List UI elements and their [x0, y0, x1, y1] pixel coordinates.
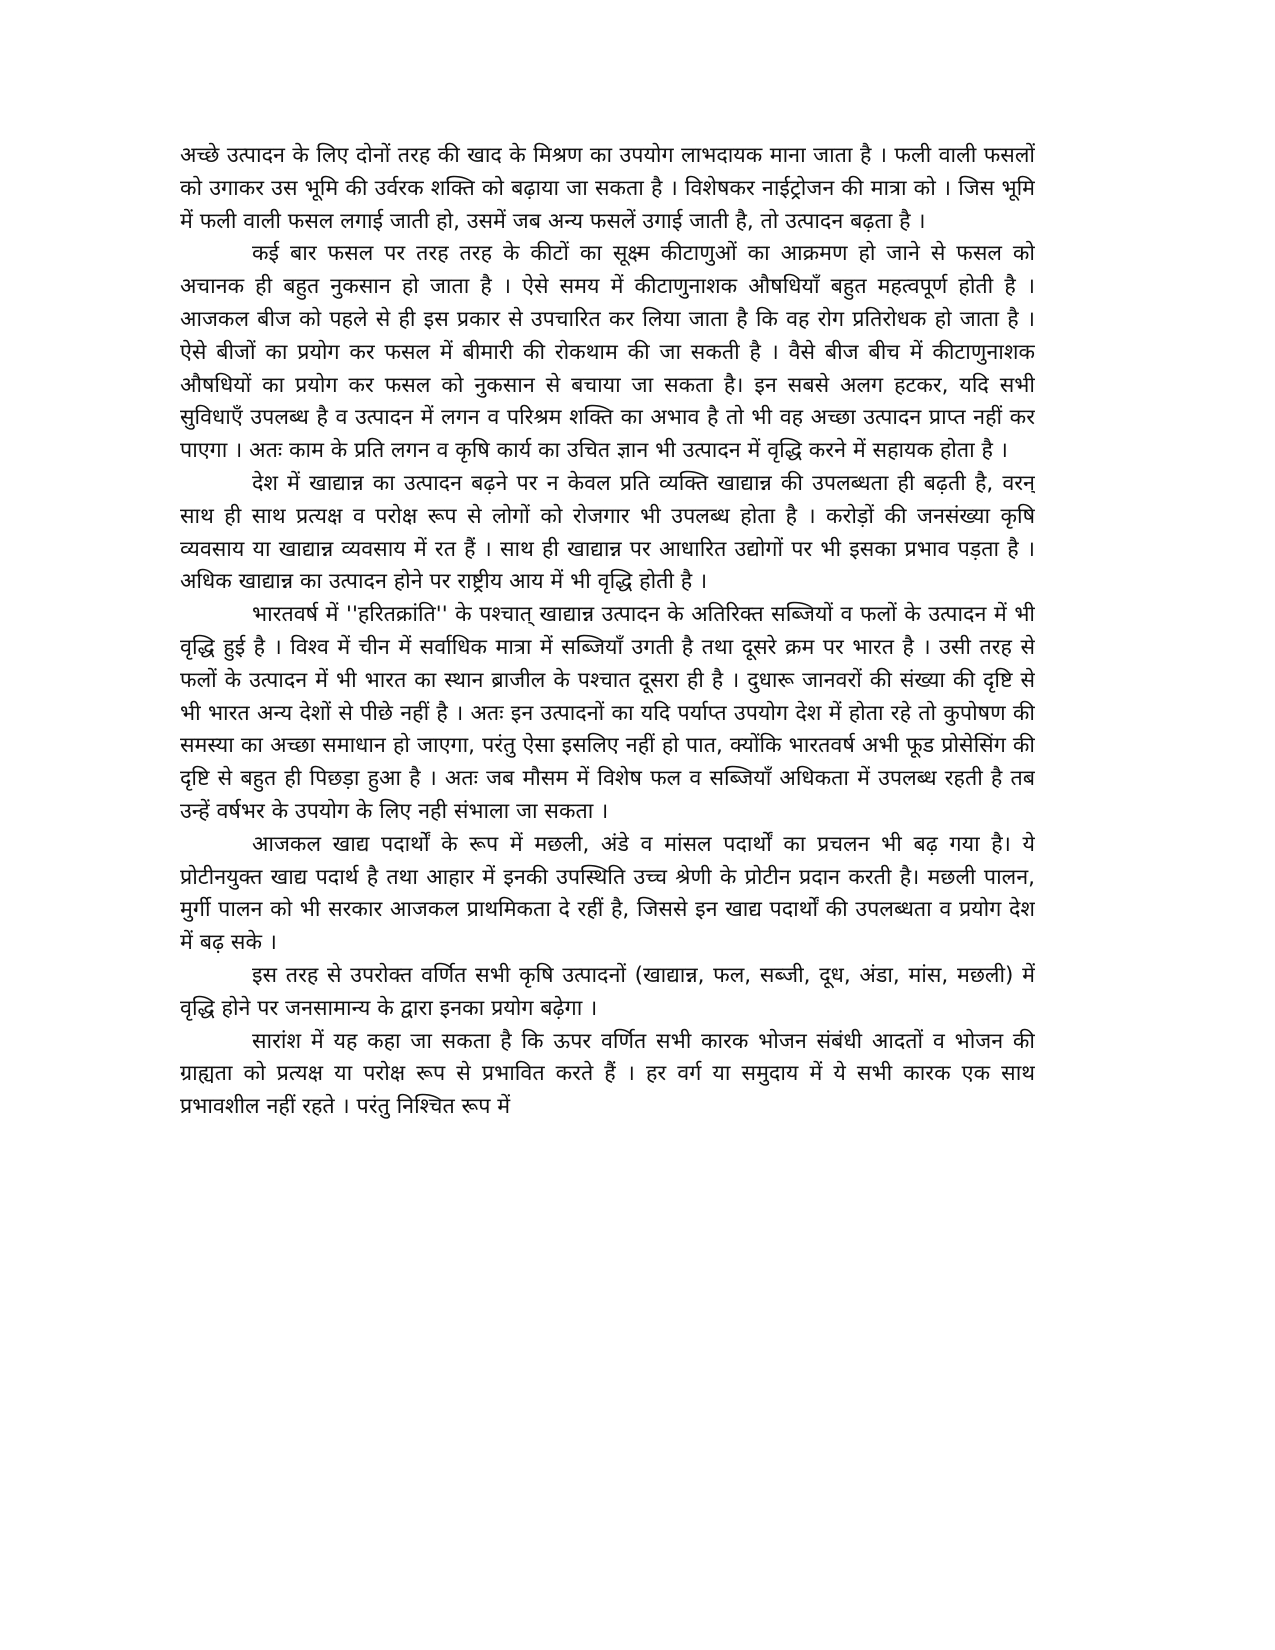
- paragraph-6: इस तरह से उपरोक्त वर्णित सभी कृषि उत्पादनों (खाद्यान्न, फल, सब्जी, दूध, अंडा, मांस, मछली) में वृद्धि होने पर जनसामान्य के द्वारा इनका प्रयोग बढ़ेगा ।: [180, 962, 1035, 1021]
- paragraph-7: सारांश में यह कहा जा सकता है कि ऊपर वर्णित सभी कारक भोजन संबंधी आदतों व भोजन की ग्राह्यता को प्रत्यक्ष या परोक्ष रूप से प्रभावित करते हैं । हर वर्ग या समुदाय में ये सभी कारक एक साथ प्रभावशील नहीं रहते । परंतु निश्चित रूप में: [180, 1028, 1035, 1120]
- paragraph-3: देश में खाद्यान्न का उत्पादन बढ़ने पर न केवल प्रति व्यक्ति खाद्यान्न की उपलब्धता ही बढ़ती है, वरन् साथ ही साथ प्रत्यक्ष व परोक्ष रूप से लोगों को रोजगार भी उपलब्ध होता है । करोड़ों की जनसंख्या कृषि व्यवसाय या खाद्यान्न व्यवसाय में रत हैं । साथ ही खाद्यान्न पर आधारित उद्योगों पर भी इसका प्रभाव पड़ता है । अधिक खाद्यान्न का उत्पादन होने पर राष्ट्रीय आय में भी वृद्धि होती है ।: [180, 470, 1035, 595]
- paragraph-4: भारतवर्ष में ''हरितक्रांति'' के पश्चात् खाद्यान्न उत्पादन के अतिरिक्त सब्जियों व फलों के उत्पादन में भी वृद्धि हुई है । विश्व में चीन में सर्वाधिक मात्रा में सब्जियाँ उगती है तथा दूसरे क्रम पर भारत है । उसी तरह से फलों के उत्पादन में भी भारत का स्थान ब्राजील के पश्चात दूसरा ही है । दुधारू जानवरों की संख्या की दृष्टि से भी भारत अन्य देशों से पीछे नहीं है । अतः इन उत्पादनों का यदि पर्याप्त उपयोग देश में होता रहे तो कुपोषण की समस्या का अच्छा समाधान हो जाएगा, परंतु ऐसा इसलिए नहीं हो पात, क्योंकि भारतवर्ष अभी फूड प्रोसेसिंग की दृष्टि से बहुत ही पिछड़ा हुआ है । अतः जब मौसम में विशेष फल व सब्जियाँ अधिकता में उपलब्ध रहती है तब उन्हें वर्षभर के उपयोग के लिए नही संभाला जा सकता ।: [180, 602, 1035, 824]
- document-page: [180, 140, 1035, 1520]
- paragraph-5: आजकल खाद्य पदार्थों के रूप में मछली, अंडे व मांसल पदार्थों का प्रचलन भी बढ़ गया है। ये प्रोटीनयुक्त खाद्य पदार्थ है तथा आहार में इनकी उपस्थिति उच्च श्रेणी के प्रोटीन प्रदान करती है। मछली पालन, मुर्गी पालन को भी सरकार आजकल प्राथमिकता दे रहीं है, जिससे इन खाद्य पदार्थों की उपलब्धता व प्रयोग देश में बढ़ सके ।: [180, 831, 1035, 956]
- paragraph-1: अच्छे उत्पादन के लिए दोनों तरह की खाद के मिश्रण का उपयोग लाभदायक माना जाता है । फली वाली फसलों को उगाकर उस भूमि की उर्वरक शक्ति को बढ़ाया जा सकता है । विशेषकर नाईट्रोजन की मात्रा को । जिस भूमि में फली वाली फसल लगाई जाती हो, उसमें जब अन्य फसलें उगाई जाती है, तो उत्पादन बढ़ता है ।: [180, 143, 1035, 234]
- paragraph-2: कई बार फसल पर तरह तरह के कीटों का सूक्ष्म कीटाणुओं का आक्रमण हो जाने से फसल को अचानक ही बहुत नुकसान हो जाता है । ऐसे समय में कीटाणुनाशक औषधियाँ बहुत महत्वपूर्ण होती है । आजकल बीज को पहले से ही इस प्रकार से उपचारित कर लिया जाता है कि वह रोग प्रतिरोधक हो जाता है । ऐसे बीजों का प्रयोग कर फसल में बीमारी की रोकथाम की जा सकती है । वैसे बीज बीच में कीटाणुनाशक औषधियों का प्रयोग कर फसल को नुकसान से बचाया जा सकता है। इन सबसे अलग हटकर, यदि सभी सुविधाएँ उपलब्ध है व उत्पादन में लगन व परिश्रम शक्ति का अभाव है तो भी वह अच्छा उत्पादन प्राप्त नहीं कर पाएगा । अतः काम के प्रति लगन व कृषि कार्य का उचित ज्ञान भी उत्पादन में वृद्धि करने में सहायक होता है ।: [180, 241, 1035, 464]
